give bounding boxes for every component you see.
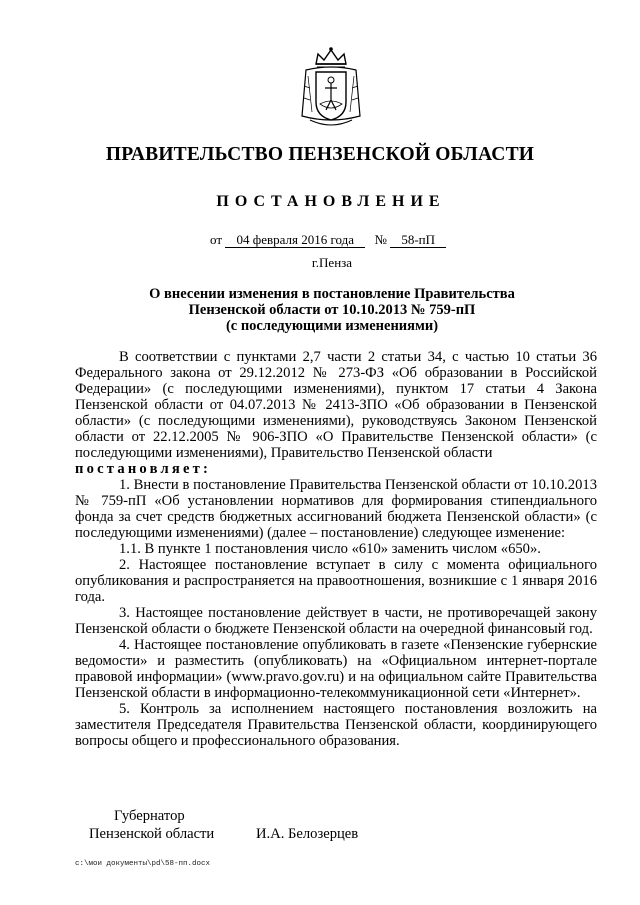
document-subject [120, 286, 544, 334]
document-type: ПОСТАНОВЛЕНИЕ [216, 193, 446, 210]
subject-line-1: О внесении изменения в постановление Правительства [149, 286, 515, 302]
subject-line-2: Пензенской области от 10.10.2013 № 759-пП [188, 302, 476, 318]
document-body [75, 349, 597, 749]
clause-1-1: 1.1. В пункте 1 постановления число «610» заменить числом «650». [119, 541, 541, 557]
document-date: 04 февраля 2016 года [225, 233, 365, 248]
clause-3: 3. Настоящее постановление действует в части, не противоречащей закону Пензенской области о бюджете Пензенской области на очередной финансовый год. [75, 605, 597, 637]
coat-of-arms-icon [296, 46, 366, 130]
clause-4: 4. Настоящее постановление опубликовать в газете «Пензенские губернские ведомости» и разместить (опубликовать) на «Официальном интернет-портале правовой информации» (www.pravo.gov.ru) и на официальном сайте Правительства Пензенской области в информационно-телекоммуникационной сети «Интернет». [75, 637, 597, 701]
government-title: ПРАВИТЕЛЬСТВО ПЕНЗЕНСКОЙ ОБЛАСТИ [105, 144, 535, 165]
date-prefix: от [210, 232, 223, 247]
date-number-line [210, 232, 446, 248]
clause-1: 1. Внести в постановление Правительства Пензенской области от 10.10.2013 № 759-пП «Об установлении нормативов для формирования стипендиального фонда за счет средств бюджетных ассигнований бюджета Пензенской области» (с последующими изменениями) (далее – постановление) следующее изменение: [75, 477, 597, 541]
document-number: 58-пП [390, 233, 446, 248]
signatory-name: И.А. Белозерцев [256, 826, 359, 842]
subject-line-3: (с последующими изменениями) [225, 318, 439, 334]
resolves-line [75, 461, 597, 477]
clause-2: 2. Настоящее постановление вступает в силу с момента официального опубликования и распространяется на правоотношения, возникшие с 1 января 2016 года. [75, 557, 597, 605]
file-path-footer: c:\мои документы\pd\58-пп.docx [75, 860, 211, 868]
number-prefix: № [374, 232, 387, 247]
signatory-title: Губернатор [114, 808, 185, 824]
signatory-region: Пензенской области [89, 826, 215, 842]
clause-5: 5. Контроль за исполнением настоящего постановления возложить на заместителя Председателя Правительства Пензенской области, координирующего вопросы общего и профессионального образования. [75, 701, 597, 749]
preamble-paragraph: В соответствии с пунктами 2,7 части 2 статьи 34, с частью 10 статьи 36 Федерального закона от 29.12.2012 № 273-ФЗ «Об образовании в Российской Федерации» (с последующими изменениями), пунктом 17 статьи 4 Закона Пензенской области от 04.07.2013 № 2413-ЗПО «Об образовании в Пензенской области» (с последующими изменениями), руководствуясь Законом Пензенской области от 22.12.2005 № 906-ЗПО «О Правительстве Пензенской области» (с последующими изменениями), Правительство Пензенской области [75, 349, 597, 461]
city: г.Пенза [311, 255, 353, 270]
resolves-word: постановляет: [75, 461, 212, 477]
